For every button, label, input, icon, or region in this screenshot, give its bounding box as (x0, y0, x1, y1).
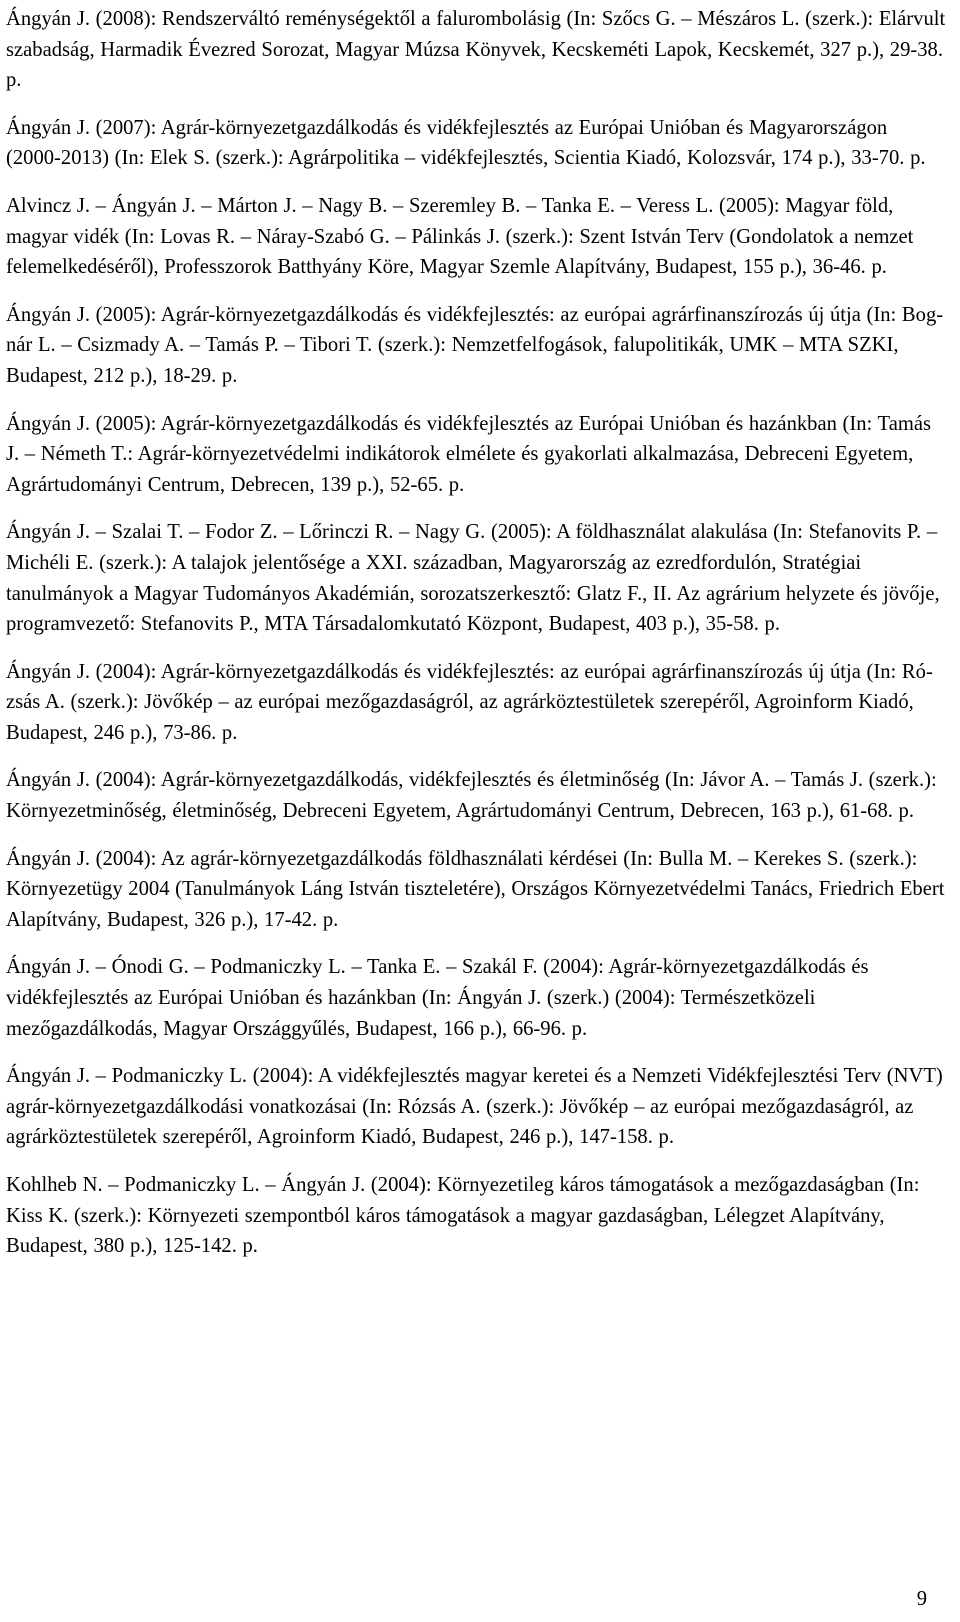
reference-list (6, 4, 946, 1279)
page-number: 9 (916, 1588, 927, 1610)
reference-entry: Ángyán J. – Ónodi G. – Podmaniczky L. – Tanka E. – Szakál F. (2004): Agrár-környezetgazdálkodás és vidékfejlesztés az Európai Unióban és hazánkban (In: Ángyán J. (szerk.) (2004): Természetközeli mezőgazdálkodás, Magyar Országgyűlés, Budapest, 166 p.), 66-96. p. (6, 956, 869, 1040)
reference-entry: Ángyán J. (2005): Agrár-környezetgazdálkodás és vidékfejlesztés: az európai agrárfinanszírozás új útja (In: Bog-nár L. – Csizmady A. – Tamás P. – Tibori T. (szerk.): Nemzetfelfogások, falupolitikák, UMK – MTA SZKI, Budapest, 212 p.), 18-29. p. (6, 303, 944, 387)
reference-entry: Ángyán J. (2004): Agrár-környezetgazdálkodás és vidékfejlesztés: az európai agrárfinanszírozás új útja (In: Ró-zsás A. (szerk.): Jövőkép – az európai mezőgazdaságról, az agrárköztestületek szerepéről, Agroinform Kiadó, Budapest, 246 p.), 73-86. p. (6, 660, 933, 744)
reference-entry: Alvincz J. – Ángyán J. – Márton J. – Nagy B. – Szeremley B. – Tanka E. – Veress L. (2005): Magyar föld, magyar vidék (In: Lovas R. – Náray-Szabó G. – Pálinkás J. (szerk.): Szent István Terv (Gondolatok a nemzet felemelkedéséről), Professzorok Batthyány Köre, Magyar Szemle Alapítvány, Budapest, 155 p.), 36-46. p. (6, 194, 914, 279)
reference-entry: Ángyán J. (2008): Rendszerváltó reménységektől a falurombolásig (In: Szőcs G. – Mészáros L. (szerk.): Elárvult szabadság, Harmadik Évezred Sorozat, Magyar Múzsa Könyvek, Kecskeméti Lapok, Kecskemét, 327 p.), 29-38. p. (6, 8, 946, 92)
reference-entry: Kohlheb N. – Podmaniczky L. – Ángyán J. (2004): Környezetileg káros támogatások a mezőgazdaságban (In: Kiss K. (szerk.): Környezeti szempontból káros támogatások a magyar gazdaságban, Lélegzet Alapítvány, Budapest, 380 p.), 125-142. p. (6, 1174, 920, 1258)
reference-entry: Ángyán J. (2004): Agrár-környezetgazdálkodás, vidékfejlesztés és életminőség (In: Jávor A. – Tamás J. (szerk.): Környezetminőség, életminőség, Debreceni Egyetem, Agrártudományi Centrum, Debrecen, 163 p.), 61-68. p. (6, 769, 937, 823)
reference-entry: Ángyán J. (2007): Agrár-környezetgazdálkodás és vidékfejlesztés az Európai Unióban és Magyarországon (2000-2013) (In: Elek S. (szerk.): Agrárpolitika – vidékfejlesztés, Scientia Kiadó, Kolozsvár, 174 p.), 33-70. p. (6, 116, 926, 170)
reference-entry: Ángyán J. (2004): Az agrár-környezetgazdálkodás földhasználati kérdései (In: Bulla M. – Kerekes S. (szerk.): Környezetügy 2004 (Tanulmányok Láng István tiszteletére), Országos Környezetvédelmi Tanács, Friedrich Ebert Alapítvány, Budapest, 326 p.), 17-42. p. (6, 847, 945, 931)
reference-entry: Ángyán J. – Szalai T. – Fodor Z. – Lőrinczi R. – Nagy G. (2005): A földhasználat alakulása (In: Stefanovits P. – Michéli E. (szerk.): A talajok jelentősége a XXI. században, Magyarország az ezredfordulón, Stratégiai tanulmányok a Magyar Tudományos Akadémián, sorozatszerkesztő: Glatz F., II. Az agrárium helyzete és jövője, programvezető: Stefanovits P., MTA Társadalomkutató Központ, Budapest, 403 p.), 35-58. p. (6, 521, 940, 636)
reference-entry: Ángyán J. – Podmaniczky L. (2004): A vidékfejlesztés magyar keretei és a Nemzeti Vidékfejlesztési Terv (NVT) agrár-környezetgazdálkodási vonatkozásai (In: Rózsás A. (szerk.): Jövőkép – az európai mezőgazdaságról, az agrárköztestületek szerepéről, Agroinform Kiadó, Budapest, 246 p.), 147-158. p. (6, 1065, 943, 1149)
reference-entry: Ángyán J. (2005): Agrár-környezetgazdálkodás és vidékfejlesztés az Európai Unióban és hazánkban (In: Tamás J. – Németh T.: Agrár-környezetvédelmi indikátorok elmélete és gyakorlati alkalmazása, Debreceni Egyetem, Agrártudományi Centrum, Debrecen, 139 p.), 52-65. p. (6, 412, 932, 496)
